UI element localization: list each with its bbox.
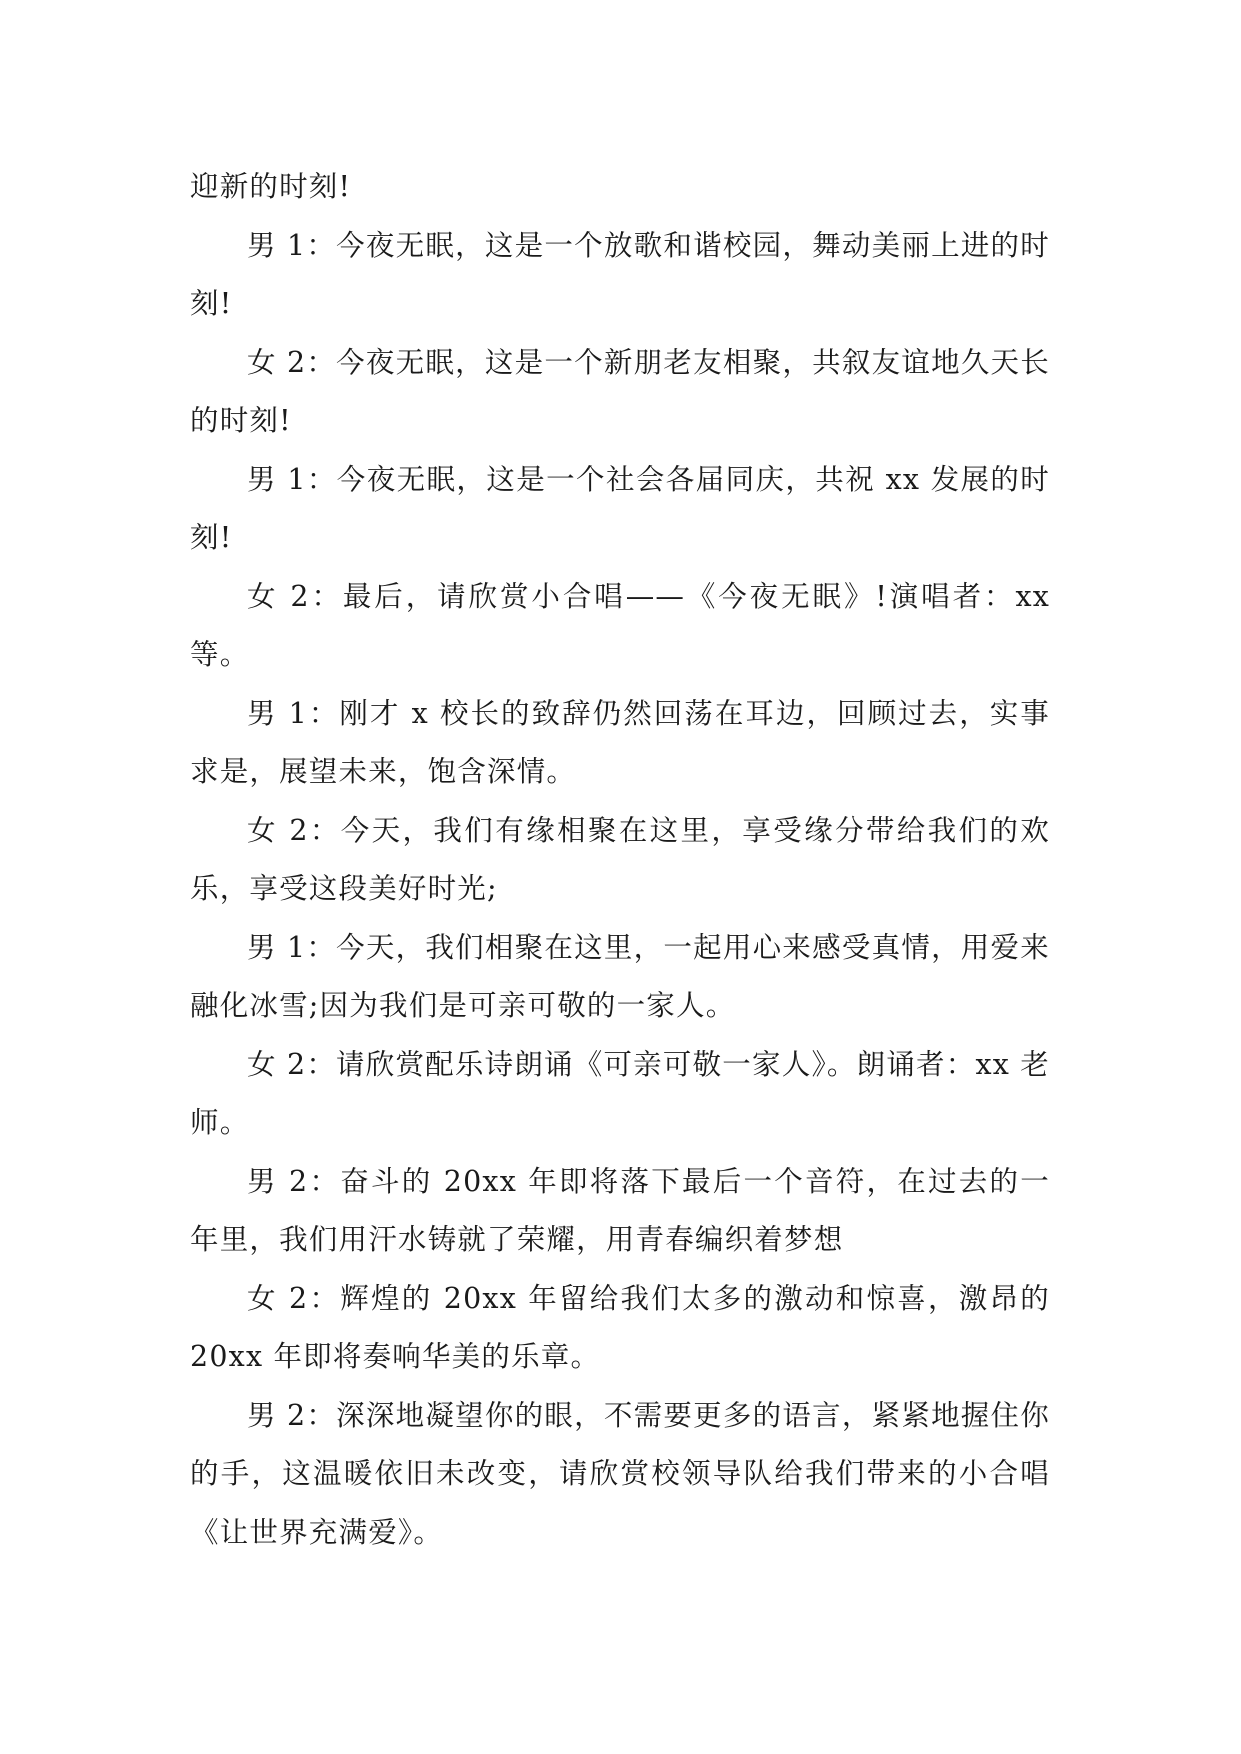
paragraph: 迎新的时刻! — [190, 170, 352, 203]
paragraph: 男 1：今夜无眠，这是一个放歌和谐校园，舞动美丽上进的时刻! — [190, 228, 1050, 320]
paragraph: 男 1：今夜无眠，这是一个社会各届同庆，共祝 xx 发展的时刻! — [190, 462, 1050, 554]
paragraph: 男 1：刚才 x 校长的致辞仍然回荡在耳边，回顾过去，实事求是，展望未来，饱含深情。 — [190, 696, 1050, 788]
paragraph: 男 2：奋斗的 20xx 年即将落下最后一个音符，在过去的一年里，我们用汗水铸就了荣耀，用青春编织着梦想 — [190, 1164, 1050, 1256]
paragraph: 男 2：深深地凝望你的眼，不需要更多的语言，紧紧地握住你的手，这温暖依旧未改变，请欣赏校领导队给我们带来的小合唱《让世界充满爱》。 — [190, 1398, 1050, 1549]
paragraph: 女 2：今夜无眠，这是一个新朋老友相聚，共叙友谊地久天长的时刻! — [190, 345, 1050, 437]
paragraph: 女 2：最后，请欣赏小合唱——《今夜无眠》!演唱者：xx 等。 — [190, 579, 1050, 671]
document-body — [190, 158, 1050, 1562]
paragraph: 女 2：请欣赏配乐诗朗诵《可亲可敬一家人》。朗诵者：xx 老师。 — [190, 1047, 1050, 1139]
paragraph: 男 1：今天，我们相聚在这里，一起用心来感受真情，用爱来融化冰雪;因为我们是可亲可敬的一家人。 — [190, 930, 1050, 1022]
paragraph: 女 2：辉煌的 20xx 年留给我们太多的激动和惊喜，激昂的 20xx 年即将奏响华美的乐章。 — [190, 1281, 1050, 1373]
paragraph: 女 2：今天，我们有缘相聚在这里，享受缘分带给我们的欢乐，享受这段美好时光; — [190, 813, 1050, 905]
